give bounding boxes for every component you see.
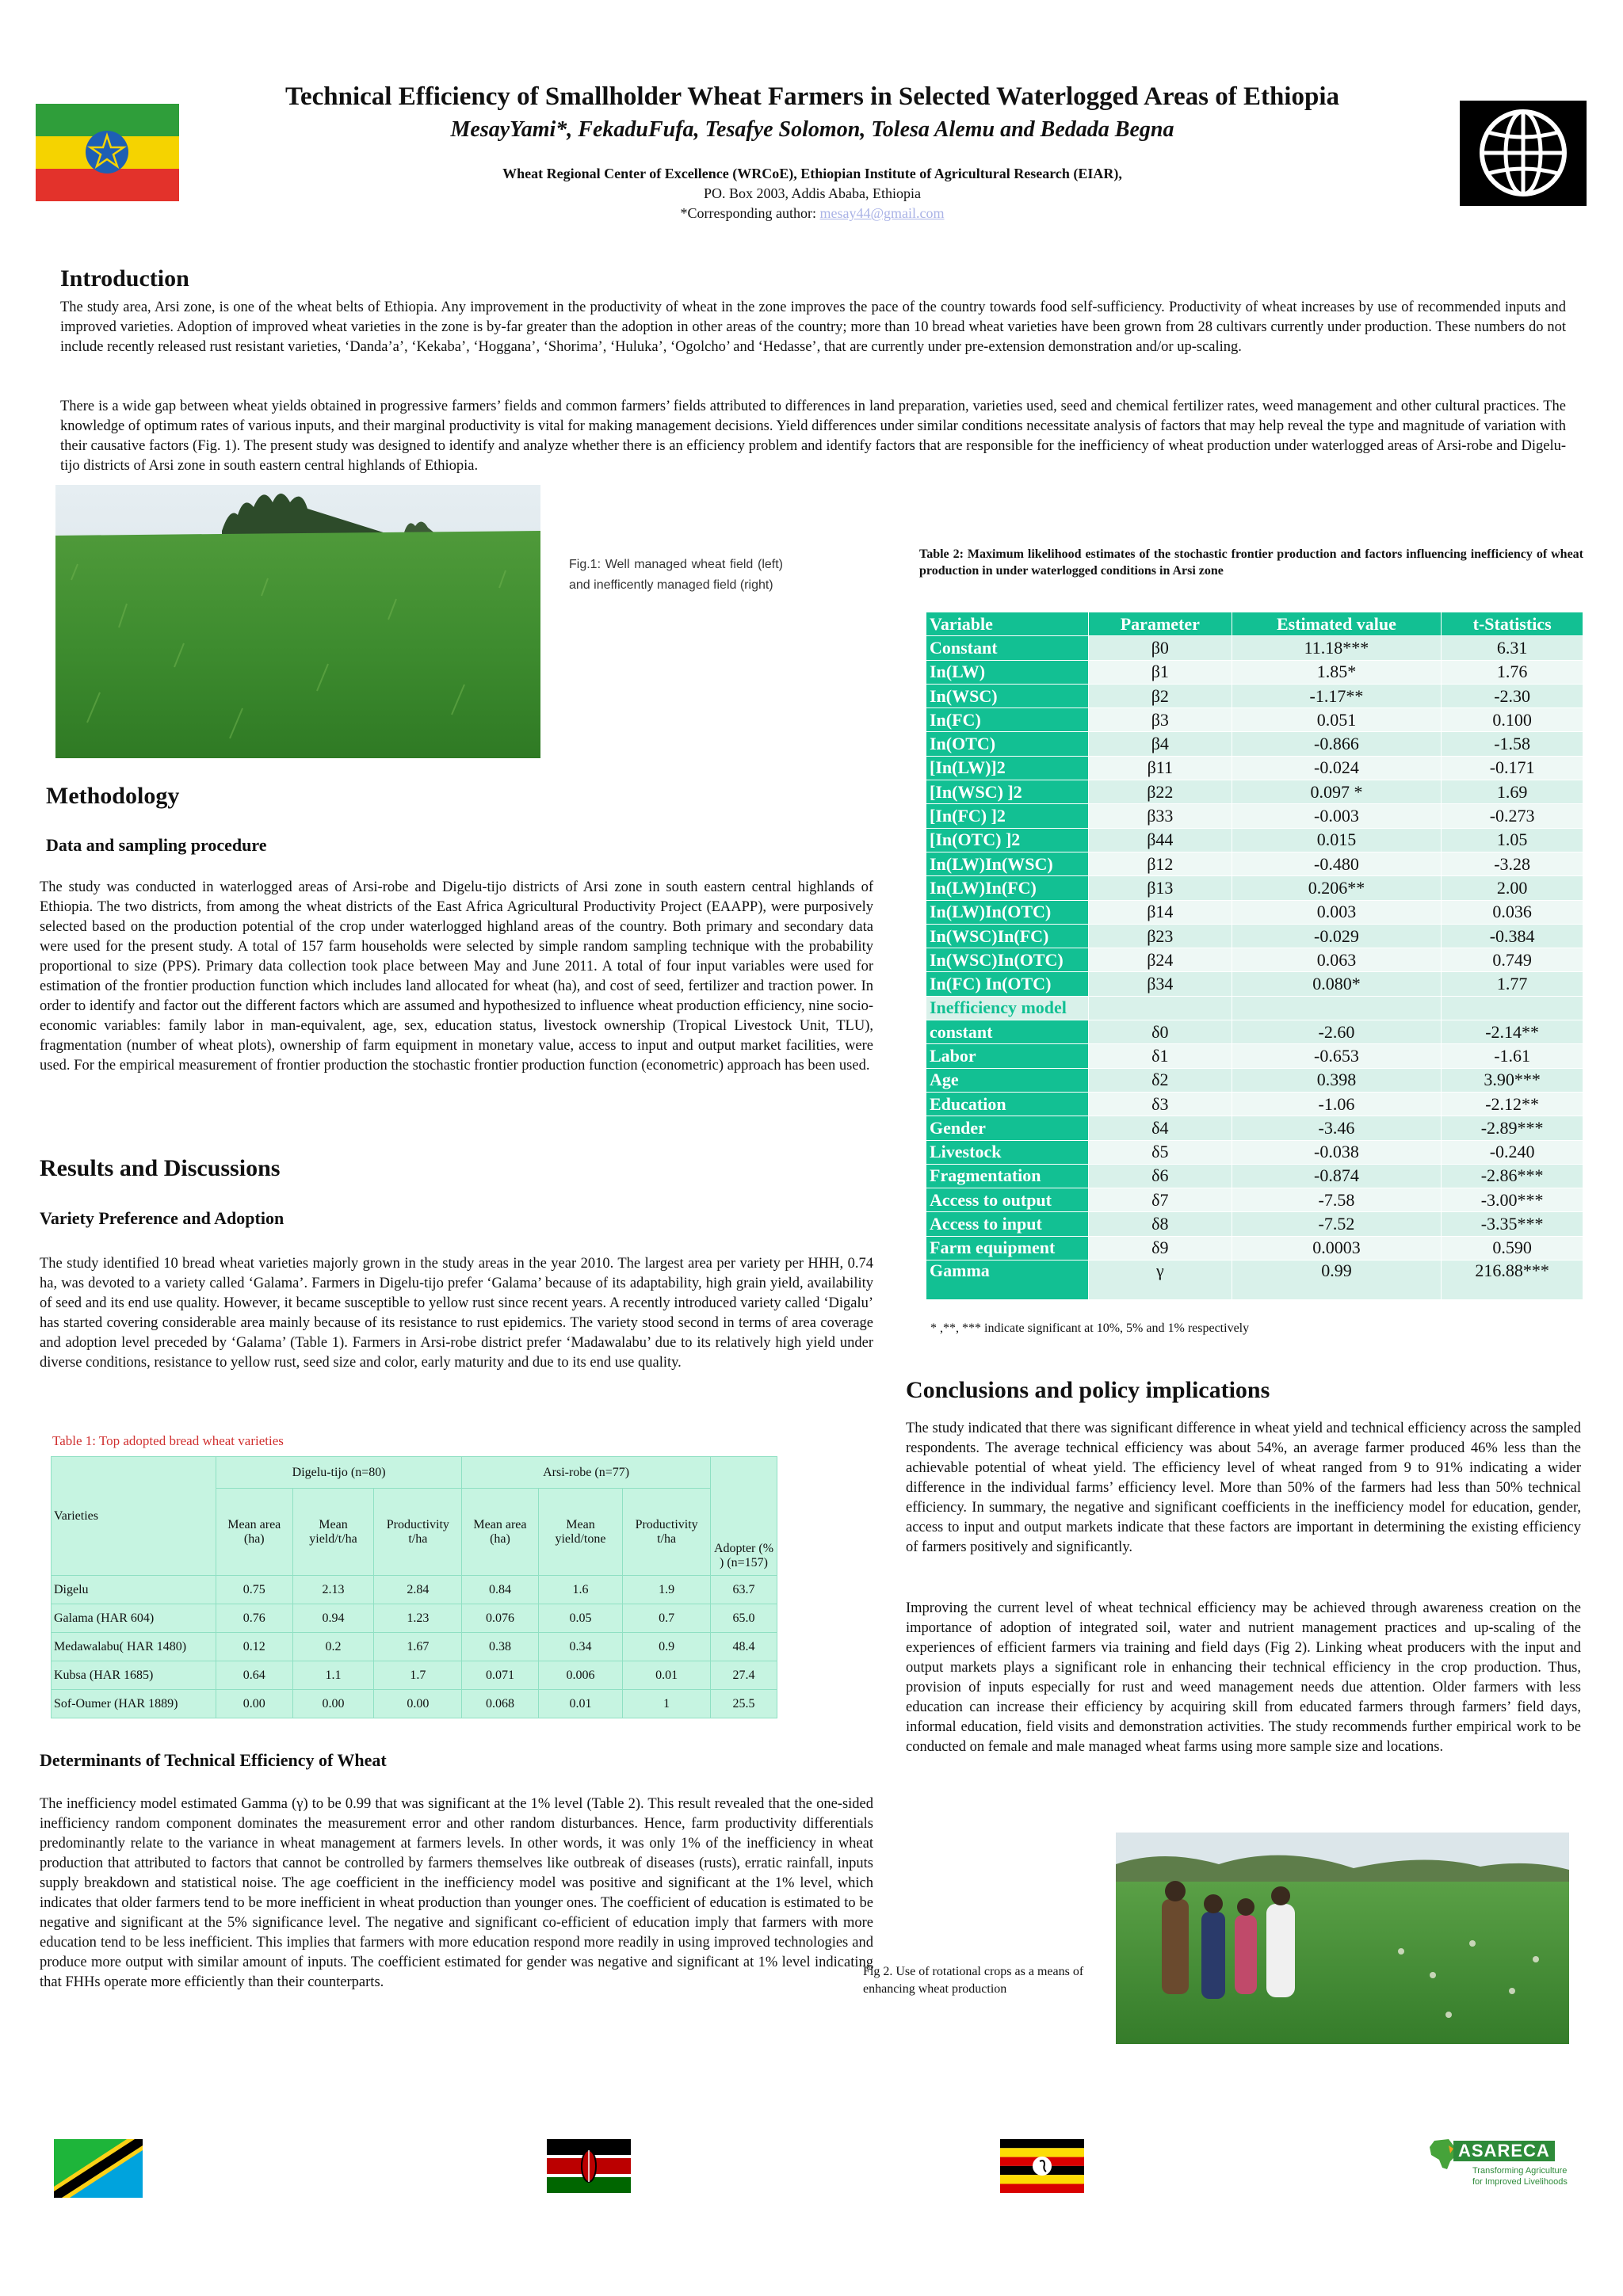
table-row: Constant β0 11.18*** 6.31 (926, 636, 1583, 660)
table-row: Labor δ1 -0.653 -1.61 (926, 1044, 1583, 1068)
kenya-flag (547, 2139, 631, 2193)
tanzania-flag (54, 2139, 143, 2198)
table-row: constant δ0 -2.60 -2.14** (926, 1020, 1583, 1044)
methodology-paragraph: The study was conducted in waterlogged areas of Arsi-robe and Digelu-tijo districts of Arsi zone in south eastern central highlands of Ethiopia. The two districts, from among the wheat districts of the East Africa Agricultural Productivity Project (EAAPP), were purposively selected based on the production potential of the crop under waterlogged highland areas of the country. Both primary and secondary data were used for the present study. A total of 157 farm households were selected by simple random sampling technique with the probability proportional to size (PPS). Primary data collection took place between May and June 2011. A total of four input variables were used for estimation of the frontier production function which includes land allocated for wheat (ha), and cost of seed, fertilizer and traction power. In order to identify and factor out the different factors which are assumed and hypothesized to influence wheat production efficiency, nine socio-economic variables: family labor in man-equivalent, age, sex, education status, livestock ownership (Tropical Livestock Unit, TLU), fragmentation (number of wheat plots), ownership of farm equipment in monetary value, access to input and output market facilities, were used. For the empirical measurement of frontier production the stochastic frontier production function (econometric) approach has been used. (40, 879, 873, 1074)
poster-title: Technical Efficiency of Smallholder Wheat Farmers in Selected Waterlogged Areas of Ethiopia (285, 82, 1339, 111)
table-row: Fragmentation δ6 -0.874 -2.86*** (926, 1164, 1583, 1188)
introduction-heading: Introduction (60, 265, 189, 292)
table-row: Galama (HAR 604) 0.76 0.94 1.23 0.076 0.05 0.7 65.0 (52, 1604, 777, 1633)
world-bank-logo (1460, 101, 1587, 206)
table1-col-yield-2: Mean yield/tone (538, 1489, 623, 1576)
table-row: In(WSC) β2 -1.17** -2.30 (926, 684, 1583, 707)
introduction-paragraph-2: There is a wide gap between wheat yields obtained in progressive farmers’ fields and common farmers’ fields attributed to differences in land preparation, varieties used, seed and chemical fertilizer rates, weed management and other cultural practices. The knowledge of optimum rates of various inputs, and their marginal productivity is vital for making management decisions. Yield differences under similar conditions necessitate analysis of factors that may help reveal the type and magnitude of variation with their causative factors (Fig. 1). The present study was designed to identify and analyze whether there is an efficiency problem and identify factors that are responsible for the inefficiency of wheat production under waterlogged areas of Arsi-robe and Digelu-tijo districts of Arsi zone in south eastern central highlands of Ethiopia. (60, 399, 1566, 474)
table-row: Kubsa (HAR 1685) 0.64 1.1 1.7 0.071 0.006 0.01 27.4 (52, 1661, 777, 1690)
table-row: In(WSC)In(OTC) β24 0.063 0.749 (926, 948, 1583, 972)
determinants-heading: Determinants of Technical Efficiency of Wheat (40, 1750, 387, 1770)
table1-col-yield-1: Mean yield/t/ha (292, 1489, 374, 1576)
table1-wheat-varieties (51, 1456, 777, 1718)
table-row: In(FC) In(OTC) β34 0.080* 1.77 (926, 972, 1583, 996)
table-row: In(WSC)In(FC) β23 -0.029 -0.384 (926, 924, 1583, 948)
table-row: [In(FC) ]2 β33 -0.003 -0.273 (926, 804, 1583, 828)
table2-caption: Table 2: Maximum likelihood estimates of the stochastic frontier production and factors influencing inefficiency of wheat production in under waterlogged conditions in Arsi zone (919, 547, 1583, 578)
fig1-caption: Fig.1: Well managed wheat field (left) and inefficently managed field (right) (569, 558, 783, 592)
ethiopia-flag (36, 104, 179, 201)
fig2-farmers-photo (1116, 1833, 1569, 2044)
table-row: In(LW)In(OTC) β14 0.003 0.036 (926, 900, 1583, 924)
conclusions-paragraph-1: The study indicated that there was significant difference in wheat yield and technical efficiency across the sampled respondents. The average technical efficiency was about 54%, an average farmer produced 46% less than the achievable potential of wheat yield. The efficiency level of wheat ranged from 9 to 91% indicating a wider difference in the individual farms’ efficiency level. More than 50% of the farmers had less than 50% technical efficiency. In summary, the negative and significant coefficients in the inefficiency model for education, gender, access to input and output markets indicate that these factors are important in determining the existing efficiency of farmers positively and significantly. (906, 1421, 1581, 1555)
conclusions-paragraph-2: Improving the current level of wheat technical efficiency may be achieved through awareness creation on the importance of adoption of integrated soil, water and nutrient management practices and up-scaling of the experiences of efficient farmers via training and field days (Fig 2). Linking wheat producers with the input and output markets plays a significant role in enhancing their technical efficiency in the crop production. Thus, provision of inputs especially for rust and weed management needs due attention. Older farmers with less education can increase their efficiency by acquiring skill from educated farmers through farmers’ field days, informal education, field visits and demonstration activities. The study recommends further empirical work to be conducted on female and male managed wheat farms using more sample size and locations. (906, 1600, 1581, 1755)
table1-col-area-2: Mean area (ha) (462, 1489, 539, 1576)
uganda-flag (1000, 2139, 1084, 2193)
results-paragraph: The study identified 10 bread wheat varieties majorly grown in the study areas in the year 2010. The largest area per variety per HHH, 0.74 ha, was devoted to a variety called ‘Galama’. Farmers in Digelu-tijo prefer ‘Galama’ because of its adaptability, high grain yield, availability of seed and its end use quality. However, it became susceptible to yellow rust since recent years. A recently introduced variety called ‘Digalu’ has started covering considerable area mainly because of its resistance to rust epidemics. The variety stood second in terms of area coverage and adoption level preceded by ‘Galama’ (Table 1). Farmers in Arsi-robe district prefer ‘Madawalabu’ due to its relatively high yield under diverse conditions, resistance to yellow rust, seed size and color, early maturity and due to its end use quality. (40, 1256, 873, 1371)
email-link[interactable]: mesay44@gmail.com (819, 205, 945, 221)
table1-group-digelu: Digelu-tijo (n=80) (216, 1457, 462, 1489)
table2-mle-estimates (926, 612, 1583, 1300)
conclusions-heading: Conclusions and policy implications (906, 1377, 1270, 1403)
methodology-heading: Methodology (46, 783, 180, 809)
table-row: Sof-Oumer (HAR 1889) 0.00 0.00 0.00 0.068 0.01 1 25.5 (52, 1690, 777, 1718)
table-row: Access to output δ7 -7.58 -3.00*** (926, 1188, 1583, 1212)
determinants-paragraph: The inefficiency model estimated Gamma (γ) to be 0.99 that was significant at the 1% level (Table 2). This result revealed that the one-sided inefficiency random component dominates the measurement error and other random disturbances. Hence, farm productivity differentials predominantly relate to the variance in wheat management at farmers levels. In other words, it was only 1% of the inefficiency in wheat production that attributed to factors that cannot be controlled by farmers themselves like outbreak of diseases (rusts), erratic rainfall, inputs supply breakdown and statistical noise. The age coefficient in the inefficiency model was positive and significant at the 1% level, which indicates that older farmers tend to be more inefficient in wheat production than younger ones. The coefficient of education is estimated to be negative and significant at the 5% significance level. The negative and significant co-efficient of education imply that farmers with more education tend to be less inefficient. This implies that farmers with more education respond more readily in using improved technologies and produce more output with similar amount of inputs. The coefficient estimated for gender was negative and significant at 1% level indicating that FHHs operate more efficiently than their counterparts. (40, 1796, 873, 1990)
table-row: Gender δ4 -3.46 -2.89*** (926, 1116, 1583, 1140)
table-row: Age δ2 0.398 3.90*** (926, 1068, 1583, 1092)
results-subheading: Variety Preference and Adoption (40, 1208, 285, 1228)
table1-group-arsi: Arsi-robe (n=77) (462, 1457, 711, 1489)
table-row: In(LW)In(WSC) β12 -0.480 -3.28 (926, 852, 1583, 875)
table1-col-varieties: Varieties (52, 1457, 216, 1576)
fig1-wheat-field-photo (55, 485, 540, 758)
table-row: In(OTC) β4 -0.866 -1.58 (926, 732, 1583, 756)
table-row: In(FC) β3 0.051 0.100 (926, 708, 1583, 732)
asareca-tagline-2: for Improved Livelihoods (1472, 2177, 1568, 2187)
table1-col-productivity-2: Productivity t/ha (623, 1489, 711, 1576)
table1-col-area-1: Mean area (ha) (216, 1489, 293, 1576)
poster-authors: MesayYami*, FekaduFufa, Tesafye Solomon, Tolesa Alemu and Bedada Begna (450, 117, 1174, 142)
table-row: Digelu 0.75 2.13 2.84 0.84 1.6 1.9 63.7 (52, 1576, 777, 1604)
table1-col-adopter: Adopter (% ) (n=157) (711, 1457, 777, 1576)
table2-header-row: Variable Parameter Estimated value t-Statistics (926, 612, 1583, 636)
table-row: In(LW) β1 1.85* 1.76 (926, 660, 1583, 684)
fig2-caption: Fig 2. Use of rotational crops as a means of enhancing wheat production (863, 1965, 1084, 1996)
table-row: [In(OTC) ]2 β44 0.015 1.05 (926, 828, 1583, 852)
table-row: In(LW)In(FC) β13 0.206** 2.00 (926, 876, 1583, 900)
table-row: [In(WSC) ]2 β22 0.097 * 1.69 (926, 780, 1583, 804)
table2-section-inefficiency: Inefficiency model (926, 996, 1583, 1020)
table-row: Livestock δ5 -0.038 -0.240 (926, 1140, 1583, 1164)
asareca-tagline-1: Transforming Agriculture (1472, 2166, 1568, 2176)
asareca-logo (1426, 2133, 1577, 2204)
address: PO. Box 2003, Addis Ababa, Ethiopia (704, 185, 921, 201)
corresponding-author: *Corresponding author: mesay44@gmail.com (680, 205, 945, 221)
results-heading: Results and Discussions (40, 1155, 281, 1181)
table-row: Gamma γ 0.99 216.88*** (926, 1261, 1583, 1300)
introduction-paragraph-1: The study area, Arsi zone, is one of the wheat belts of Ethiopia. Any improvement in the productivity of wheat in the zone improves the pace of the country towards food self-sufficiency. Productivity of wheat increases by use of recommended inputs and improved varieties. Adoption of improved wheat varieties in the zone is by-far greater than the adoption in other areas of the country; more than 10 bread wheat varieties have been grown from 28 cultivars currently under production. These numbers do not include recently released rust resistant varieties, ‘Danda’a’, ‘Kekaba’, ‘Hoggana’, ‘Shorima’, ‘Huluka’, ‘Ogolcho’ and ‘Hedasse’, that are currently under pre-extension demonstration and/or up-scaling. (60, 299, 1566, 355)
table1-caption: Table 1: Top adopted bread wheat varieties (52, 1433, 284, 1448)
table-row: [In(LW)]2 β11 -0.024 -0.171 (926, 756, 1583, 780)
table-row: Education δ3 -1.06 -2.12** (926, 1092, 1583, 1116)
table-row: Medawalabu( HAR 1480) 0.12 0.2 1.67 0.38 0.34 0.9 48.4 (52, 1633, 777, 1661)
asareca-wordmark: ASARECA (1453, 2141, 1555, 2161)
table-row: Farm equipment δ9 0.0003 0.590 (926, 1236, 1583, 1260)
table1-col-productivity-1: Productivity t/ha (374, 1489, 462, 1576)
table2-footnote: * ,**, *** indicate significant at 10%, 5% and 1% respectively (930, 1322, 1250, 1335)
affiliation: Wheat Regional Center of Excellence (WRCoE), Ethiopian Institute of Agricultural Research (EIAR), (502, 166, 1122, 181)
table-row: Access to input δ8 -7.52 -3.35*** (926, 1212, 1583, 1236)
methodology-subheading: Data and sampling procedure (46, 835, 267, 855)
